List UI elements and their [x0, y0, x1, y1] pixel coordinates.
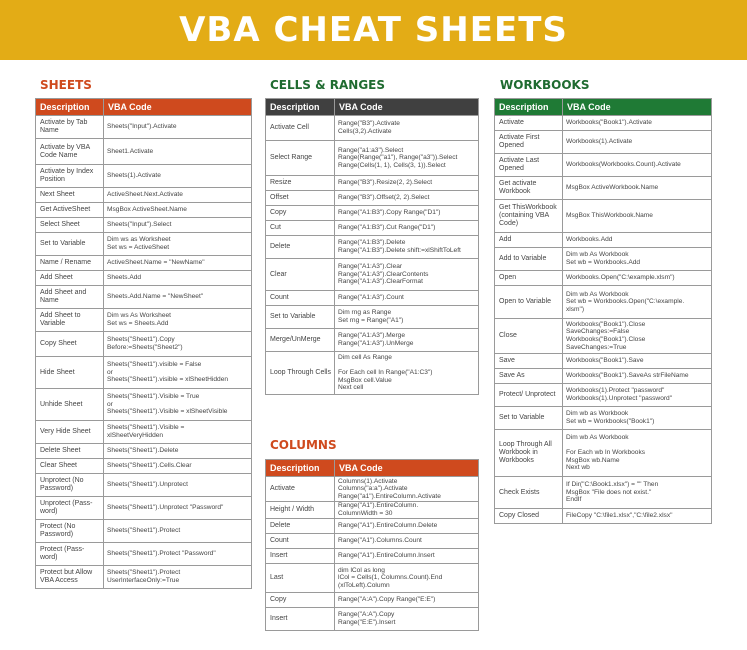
- table-row: [266, 116, 479, 141]
- description-cell: Name / Rename: [36, 256, 104, 271]
- code-cell: Sheets.Add.Name = "NewSheet": [104, 286, 252, 309]
- cells-header-row: [266, 99, 479, 116]
- code-cell: MsgBox ActiveSheet.Name: [104, 203, 252, 218]
- description-cell: Unhide Sheet: [36, 389, 104, 421]
- code-cell: Range("A1:A3").Clear Range("A1:A3").ClearContents Range("A1:A3").ClearFormat: [335, 259, 479, 291]
- table-row: [36, 203, 252, 218]
- table-row: [266, 519, 479, 534]
- description-cell: Set to Variable: [266, 306, 335, 329]
- description-cell: Activate First Opened: [495, 131, 563, 154]
- table-row: [36, 357, 252, 389]
- code-cell: Dim wb As Workbook Set wb = Workbooks.Add: [563, 248, 712, 271]
- table-row: [495, 200, 712, 233]
- description-cell: Select Range: [266, 141, 335, 176]
- code-cell: Range("A1").Columns.Count: [335, 534, 479, 549]
- description-cell: Set to Variable: [36, 233, 104, 256]
- table-row: [495, 286, 712, 319]
- description-cell: Very Hide Sheet: [36, 421, 104, 444]
- description-cell: Open to Variable: [495, 286, 563, 319]
- workbooks-header-row: [495, 99, 712, 116]
- columns-table: [265, 459, 479, 631]
- description-cell: Activate Last Opened: [495, 154, 563, 177]
- description-header: Description: [36, 99, 104, 116]
- table-row: [495, 509, 712, 524]
- table-row: [36, 256, 252, 271]
- table-row: [266, 259, 479, 291]
- description-header: Description: [495, 99, 563, 116]
- description-cell: Hide Sheet: [36, 357, 104, 389]
- description-cell: Loop Through All Workbook in Workbooks: [495, 430, 563, 477]
- code-cell: Sheets("Sheet1").Cells.Clear: [104, 459, 252, 474]
- description-cell: Protect but Allow VBA Access: [36, 566, 104, 589]
- table-row: [495, 407, 712, 430]
- table-row: [36, 459, 252, 474]
- description-cell: Close: [495, 319, 563, 354]
- description-cell: Add to Variable: [495, 248, 563, 271]
- table-row: [36, 218, 252, 233]
- code-cell: Sheets("Sheet1").Visible = xlSheetVeryHidden: [104, 421, 252, 444]
- description-cell: Insert: [266, 608, 335, 631]
- code-cell: Range("B3").Offset(2, 2).Select: [335, 191, 479, 206]
- table-row: [495, 131, 712, 154]
- code-cell: Range("A1:B3").Delete Range("A1:B3").Delete shift:=xlShiftToLeft: [335, 236, 479, 259]
- code-cell: Sheets("Sheet1").Protect UserInterfaceOnly:=True: [104, 566, 252, 589]
- description-cell: Unprotect (No Password): [36, 474, 104, 497]
- table-row: [266, 221, 479, 236]
- description-cell: Insert: [266, 549, 335, 564]
- sheets-section-title: SHEETS: [40, 78, 92, 92]
- code-cell: ActiveSheet.Name = "NewName": [104, 256, 252, 271]
- table-row: [36, 332, 252, 357]
- table-row: [495, 477, 712, 509]
- table-row: [266, 141, 479, 176]
- code-cell: Dim cell As Range For Each cell In Range("A1:C3") MsgBox cell.Value Next cell: [335, 352, 479, 395]
- description-cell: Add Sheet: [36, 271, 104, 286]
- code-header: VBA Code: [335, 99, 479, 116]
- description-cell: Select Sheet: [36, 218, 104, 233]
- code-cell: Range("A1").EntireColumn. ColumnWidth = 30: [335, 502, 479, 519]
- page-title: VBA CHEAT SHEETS: [179, 10, 568, 50]
- table-row: [36, 286, 252, 309]
- code-cell: Sheets("Input").Activate: [104, 116, 252, 139]
- description-cell: Get activate Workbook: [495, 177, 563, 200]
- table-row: [36, 474, 252, 497]
- columns-header-row: [266, 460, 479, 477]
- code-cell: MsgBox ActiveWorkbook.Name: [563, 177, 712, 200]
- table-row: [266, 236, 479, 259]
- code-cell: Dim ws as Worksheet Set ws = ActiveSheet: [104, 233, 252, 256]
- code-cell: Workbooks("Book1").Save: [563, 354, 712, 369]
- table-row: [36, 543, 252, 566]
- description-cell: Offset: [266, 191, 335, 206]
- description-cell: Copy: [266, 593, 335, 608]
- code-cell: Dim wb As Workbook For Each wb In Workbooks MsgBox wb.Name Next wb: [563, 430, 712, 477]
- description-cell: Activate Cell: [266, 116, 335, 141]
- table-row: [266, 329, 479, 352]
- description-cell: Unprotect (Pass-word): [36, 497, 104, 520]
- table-row: [495, 116, 712, 131]
- code-cell: Range("A1:A3").Merge Range("A1:A3").UnMerge: [335, 329, 479, 352]
- table-row: [36, 188, 252, 203]
- description-cell: Last: [266, 564, 335, 593]
- code-cell: Range("a1:a3").Select Range(Range("a1"), Range("a3")).Select Range(Cells(1, 1), Cells(3, 1)).Select: [335, 141, 479, 176]
- code-cell: Workbooks("Book1").SaveAs strFileName: [563, 369, 712, 384]
- code-cell: Workbooks.Add: [563, 233, 712, 248]
- code-cell: If Dir("C:\Book1.xlsx") = "" Then MsgBox "File does not exist." EndIf: [563, 477, 712, 509]
- table-row: [36, 116, 252, 139]
- code-cell: Workbooks(1).Activate: [563, 131, 712, 154]
- description-cell: Protect/ Unprotect: [495, 384, 563, 407]
- cells-table: [265, 98, 479, 395]
- description-cell: Height / Width: [266, 502, 335, 519]
- table-row: [36, 139, 252, 165]
- columns-section-title: COLUMNS: [270, 438, 337, 452]
- table-row: [36, 233, 252, 256]
- table-row: [36, 421, 252, 444]
- code-cell: dim lCol as long lCol = Cells(1, Columns.Count).End (xlToLeft).Column: [335, 564, 479, 593]
- sheets-table: [35, 98, 252, 589]
- table-row: [495, 384, 712, 407]
- code-cell: Workbooks(Workbooks.Count).Activate: [563, 154, 712, 177]
- description-header: Description: [266, 460, 335, 477]
- code-cell: Sheets("Sheet1").visible = False or Sheets("Sheet1").visible = xlSheetHidden: [104, 357, 252, 389]
- table-row: [266, 608, 479, 631]
- description-cell: Activate by VBA Code Name: [36, 139, 104, 165]
- table-row: [36, 389, 252, 421]
- description-cell: Merge/UnMerge: [266, 329, 335, 352]
- table-row: [495, 233, 712, 248]
- description-cell: Open: [495, 271, 563, 286]
- description-cell: Copy: [266, 206, 335, 221]
- table-row: [36, 444, 252, 459]
- description-cell: Protect (Pass-word): [36, 543, 104, 566]
- code-cell: Range("A1:B3").Cut Range("D1"): [335, 221, 479, 236]
- description-cell: Set to Variable: [495, 407, 563, 430]
- code-cell: Columns(1).Activate Columns("a:a").Activate Range("a1").EntireColumn.Activate: [335, 477, 479, 502]
- description-cell: Activate: [266, 477, 335, 502]
- description-cell: Cut: [266, 221, 335, 236]
- table-row: [495, 271, 712, 286]
- table-row: [495, 177, 712, 200]
- code-header: VBA Code: [335, 460, 479, 477]
- description-cell: Next Sheet: [36, 188, 104, 203]
- table-row: [36, 520, 252, 543]
- sheets-header-row: [36, 99, 252, 116]
- table-row: [495, 354, 712, 369]
- table-row: [495, 430, 712, 477]
- code-cell: Range("B3").Activate Cells(3,2).Activate: [335, 116, 479, 141]
- code-cell: Range("A1:B3").Copy Range("D1"): [335, 206, 479, 221]
- code-cell: Range("B3").Resize(2, 2).Select: [335, 176, 479, 191]
- table-row: [36, 566, 252, 589]
- description-cell: Add: [495, 233, 563, 248]
- description-cell: Clear Sheet: [36, 459, 104, 474]
- code-cell: ActiveSheet.Next.Activate: [104, 188, 252, 203]
- code-cell: Dim rng as Range Set rng = Range("A1"): [335, 306, 479, 329]
- table-row: [266, 291, 479, 306]
- code-cell: Range("A1:A3").Count: [335, 291, 479, 306]
- code-cell: Sheets(1).Activate: [104, 165, 252, 188]
- table-row: [495, 369, 712, 384]
- description-cell: Activate by Index Position: [36, 165, 104, 188]
- code-cell: Sheets("Input").Select: [104, 218, 252, 233]
- code-cell: Sheets("Sheet1").Delete: [104, 444, 252, 459]
- cells-section-title: CELLS & RANGES: [270, 78, 386, 92]
- description-cell: Activate by Tab Name: [36, 116, 104, 139]
- table-row: [266, 593, 479, 608]
- code-cell: Dim wb as Workbook Set wb = Workbooks("Book1"): [563, 407, 712, 430]
- table-row: [266, 352, 479, 395]
- code-cell: Workbooks(1).Protect "password" Workbooks(1).Unprotect "password": [563, 384, 712, 407]
- code-cell: Range("A1").EntireColumn.Delete: [335, 519, 479, 534]
- description-cell: Count: [266, 291, 335, 306]
- table-row: [36, 165, 252, 188]
- workbooks-table: [494, 98, 712, 524]
- code-cell: Workbooks.Open("C:\example.xlsm"): [563, 271, 712, 286]
- table-row: [495, 248, 712, 271]
- description-cell: Save As: [495, 369, 563, 384]
- description-cell: Clear: [266, 259, 335, 291]
- code-cell: FileCopy "C:\file1.xlsx","C:\file2.xlsx": [563, 509, 712, 524]
- code-cell: Sheets.Add: [104, 271, 252, 286]
- description-cell: Get ActiveSheet: [36, 203, 104, 218]
- table-row: [266, 191, 479, 206]
- description-cell: Delete: [266, 519, 335, 534]
- code-cell: Sheets("Sheet1").Visible = True or Sheets("Sheet1").Visible = xlSheetVisible: [104, 389, 252, 421]
- code-cell: Range("A:A").Copy Range("E:E"): [335, 593, 479, 608]
- code-cell: Sheets("Sheet1").Unprotect: [104, 474, 252, 497]
- description-header: Description: [266, 99, 335, 116]
- table-row: [266, 502, 479, 519]
- description-cell: Check Exists: [495, 477, 563, 509]
- description-cell: Loop Through Cells: [266, 352, 335, 395]
- table-row: [266, 176, 479, 191]
- code-cell: Workbooks("Book1").Activate: [563, 116, 712, 131]
- code-cell: Sheets("Sheet1").Unprotect "Password": [104, 497, 252, 520]
- table-row: [495, 154, 712, 177]
- code-cell: Dim wb As Workbook Set wb = Workbooks.Open("C:\example. xlsm"): [563, 286, 712, 319]
- table-row: [36, 497, 252, 520]
- table-row: [266, 477, 479, 502]
- description-cell: Save: [495, 354, 563, 369]
- code-cell: Sheets("Sheet1").Copy Before:=Sheets("Sheet2"): [104, 332, 252, 357]
- description-cell: Get ThisWorkbook (containing VBA Code): [495, 200, 563, 233]
- table-row: [36, 271, 252, 286]
- code-cell: Dim ws As Worksheet Set ws = Sheets.Add: [104, 309, 252, 332]
- code-cell: Sheets("Sheet1").Protect: [104, 520, 252, 543]
- title-banner: [0, 0, 747, 60]
- description-cell: Count: [266, 534, 335, 549]
- code-cell: Sheet1.Activate: [104, 139, 252, 165]
- table-row: [266, 564, 479, 593]
- description-cell: Copy Sheet: [36, 332, 104, 357]
- table-row: [266, 534, 479, 549]
- description-cell: Copy Closed: [495, 509, 563, 524]
- description-cell: Delete Sheet: [36, 444, 104, 459]
- code-cell: Range("A1").EntireColumn.Insert: [335, 549, 479, 564]
- description-cell: Add Sheet and Name: [36, 286, 104, 309]
- code-cell: Workbooks("Book1").Close SaveChanges:=False Workbooks("Book1").Close SaveChanges:=True: [563, 319, 712, 354]
- table-row: [266, 206, 479, 221]
- code-cell: MsgBox ThisWorkbook.Name: [563, 200, 712, 233]
- description-cell: Delete: [266, 236, 335, 259]
- code-cell: Sheets("Sheet1").Protect "Password": [104, 543, 252, 566]
- workbooks-section-title: WORKBOOKS: [500, 78, 590, 92]
- description-cell: Protect (No Password): [36, 520, 104, 543]
- table-row: [36, 309, 252, 332]
- description-cell: Add Sheet to Variable: [36, 309, 104, 332]
- code-header: VBA Code: [104, 99, 252, 116]
- table-row: [266, 549, 479, 564]
- description-cell: Resize: [266, 176, 335, 191]
- table-row: [495, 319, 712, 354]
- code-header: VBA Code: [563, 99, 712, 116]
- code-cell: Range("A:A").Copy Range("E:E").Insert: [335, 608, 479, 631]
- description-cell: Activate: [495, 116, 563, 131]
- table-row: [266, 306, 479, 329]
